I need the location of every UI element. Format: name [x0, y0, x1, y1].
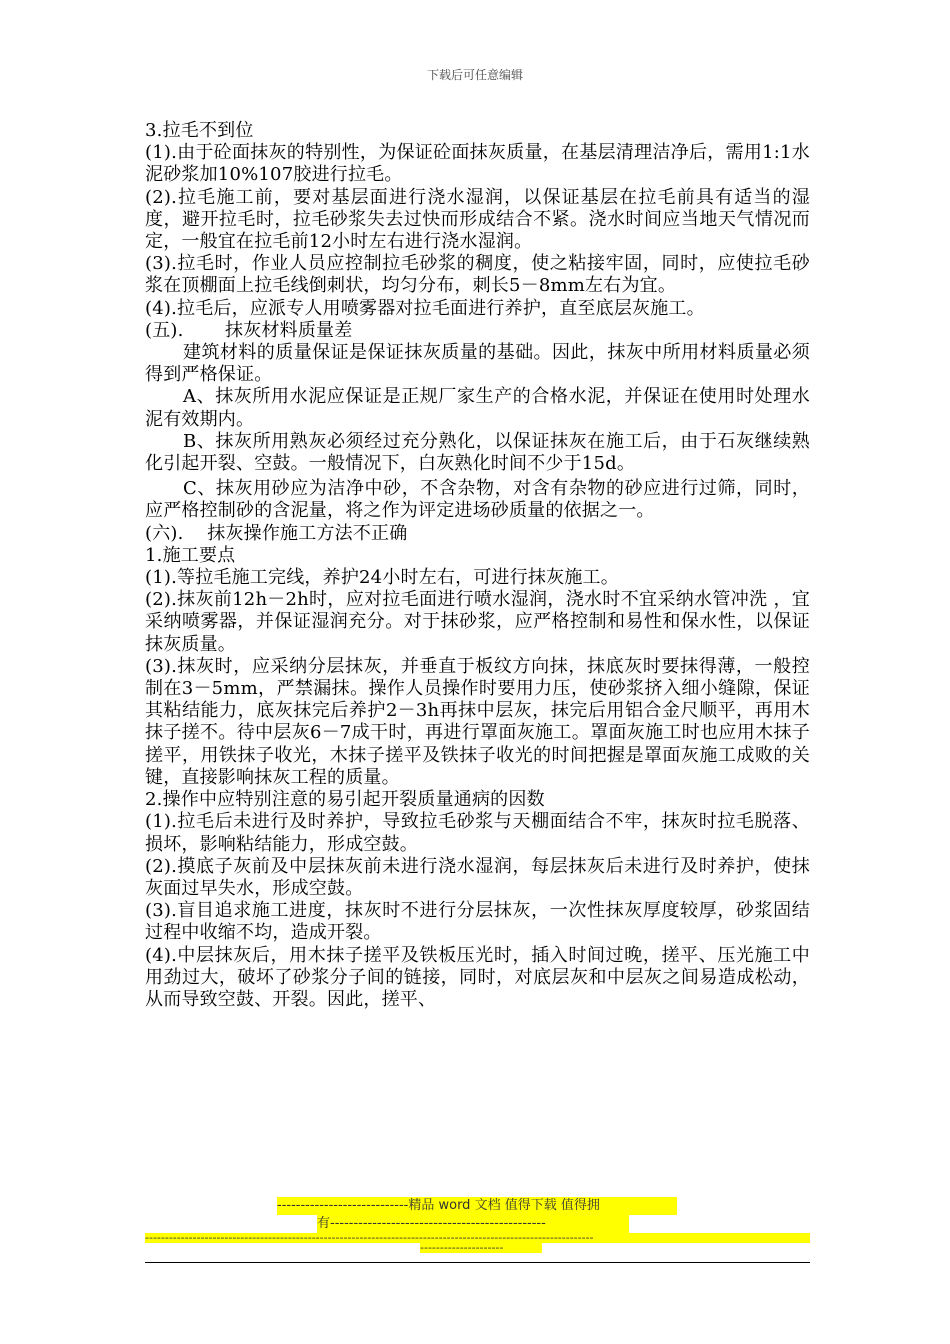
document-body — [145, 120, 810, 1011]
paragraph: (2).摸底子灰前及中层抹灰前未进行浇水湿润，每层抹灰后未进行及时养护，使抹灰面过早失水，形成空鼓。 — [145, 855, 810, 899]
paragraph: (六). 抹灰操作施工方法不正确 — [145, 522, 408, 544]
paragraph: (3).盲目追求施工进度，抹灰时不进行分层抹灰，一次性抹灰厚度较厚，砂浆固结过程中收缩不均，造成开裂。 — [145, 900, 810, 944]
paragraph: (4).拉毛后，应派专人用喷雾器对拉毛面进行养护，直至底层灰施工。 — [145, 297, 705, 319]
paragraph: (1).由于砼面抹灰的特别性，为保证砼面抹灰质量，在基层清理洁净后，需用1:1水泥砂浆加10%107胶进行拉毛。 — [145, 142, 810, 186]
paragraph: 2.操作中应特别注意的易引起开裂质量通病的因数 — [145, 789, 545, 811]
paragraph: A、抹灰所用水泥应保证是正规厂家生产的合格水泥，并保证在使用时处理水泥有效期内。 — [145, 386, 810, 430]
paragraph: 1.施工要点 — [145, 544, 236, 566]
paragraph: B、抹灰所用熟灰必须经过充分熟化，以保证抹灰在施工后，由于石灰继续熟化引起开裂、空鼓。一般情况下，白灰熟化时间不少于15d。 — [145, 430, 810, 475]
paragraph: (3).拉毛时，作业人员应控制拉毛砂浆的稠度，使之粘接牢固，同时，应使拉毛砂浆在顶棚面上拉毛线倒刺状，均匀分布，刺长5－8mm左右为宜。 — [145, 253, 810, 297]
paragraph: (五). 抹灰材料质量差 — [145, 319, 353, 341]
paragraph: 3.拉毛不到位 — [145, 120, 254, 141]
footer-banner-line-1: ----------------------------精品 word 文档 值得下载 值得拥 — [277, 1197, 677, 1215]
paragraph: 建筑材料的质量保证是保证抹灰质量的基础。因此，抹灰中所用材料质量必须得到严格保证。 — [145, 342, 810, 386]
footer-banner-line-3: ----------------------------------------------------------------------------------------------------------------- — [145, 1233, 810, 1243]
paragraph: (4).中层抹灰后，用木抹子搓平及铁板压光时，插入时间过晚，搓平、压光施工中用劲过大，破坏了砂浆分子间的链接，同时，对底层灰和中层灰之间易造成松动，从而导致空鼓、开裂。因此，搓平、 — [145, 944, 810, 1010]
paragraph: (2).拉毛施工前，要对基层面进行浇水湿润，以保证基层在拉毛前具有适当的湿度，避开拉毛时，拉毛砂浆失去过快而形成结合不紧。浇水时间应当地天气情况而定，一般宜在拉毛前12小时左右进行浇水湿润。 — [145, 186, 810, 253]
footer-divider — [145, 1262, 810, 1263]
header-note: 下载后可任意编辑 — [426, 68, 523, 82]
paragraph: C、抹灰用砂应为洁净中砂，不含杂物，对含有杂物的砂应进行过筛，同时，应严格控制砂的含泥量，将之作为评定进场砂质量的依据之一。 — [145, 478, 810, 522]
paragraph: (1).拉毛后未进行及时养护，导致拉毛砂浆与天棚面结合不牢，抹灰时拉毛脱落、损坏，影响粘结能力，形成空鼓。 — [145, 811, 810, 855]
paragraph: (2).抹灰前12h－2h时，应对拉毛面进行喷水湿润，浇水时不宜采纳水管冲洗 ，宜采纳喷雾器，并保证湿润充分。对于抹砂浆，应严格控制和易性和保水性，以保证抹灰质量。 — [145, 589, 810, 655]
paragraph: (1).等拉毛施工完线，养护24小时左右，可进行抹灰施工。 — [145, 567, 619, 589]
footer-banner-line-2: 有---------------------------------------------- — [317, 1215, 629, 1233]
paragraph: (3).抹灰时，应采纳分层抹灰，并垂直于板纹方向抹，抹底灰时要抹得薄，一般控制在3－5mm，严禁漏抹。操作人员操作时要用力压，使砂浆挤入细小缝隙，保证其粘结能力，底灰抹完后养护2－3h再抹中层灰，抹完后用铝合金尺顺平，再用木抹子搓不。待中层灰6－7成干时，再进行罩面灰施工。罩面灰施工时也应用木抹子搓平，用铁抹子收光，木抹子搓平及铁抹子收光的时间把握是罩面灰施工成败的关键，直接影响抹灰工程的质量。 — [145, 655, 810, 788]
footer-banner-line-4: --------------------- — [420, 1243, 542, 1253]
